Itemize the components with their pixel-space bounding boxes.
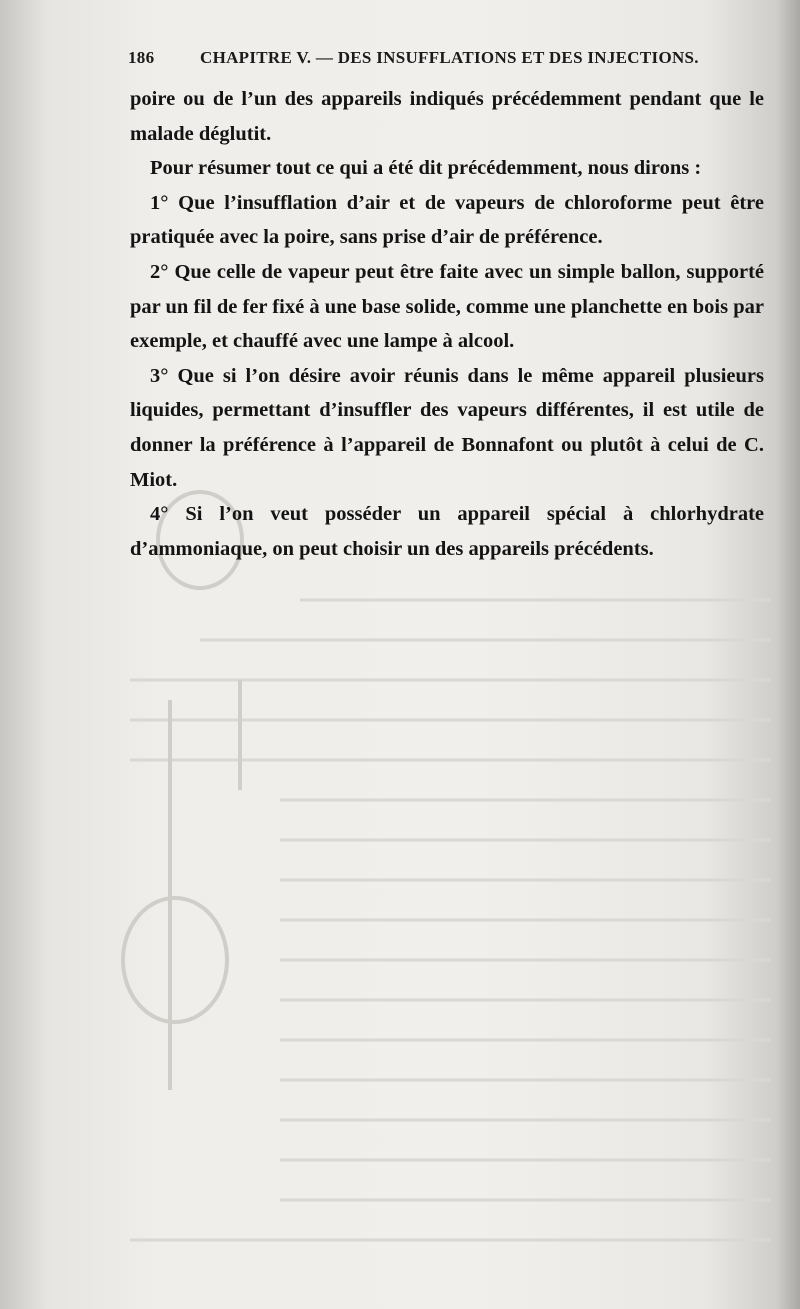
paragraph: Pour résumer tout ce qui a été dit précédemment, nous dirons : [150,157,702,180]
paragraph: poire ou de l’un des appareils indiqués précédemment pendant que le malade déglutit. [130,88,764,145]
paragraph: 2° Que celle de vapeur peut être faite avec un simple ballon, supporté par un fil de fer fixé à une base solide, comme une planchette en bois par exemple, et chauffé avec une lampe à alcool. [130,260,764,353]
page-number: 186 [128,48,155,67]
page-header [128,48,768,74]
running-title: CHAPITRE V. — DES INSUFFLATIONS ET DES INJECTIONS. [200,48,699,67]
paragraph: 3° Que si l’on désire avoir réunis dans le même appareil plusieurs liquides, permettant d’insuffler des vapeurs différentes, il est utile de donner la préférence à l’appareil de Bonnafont ou plutôt à celui de C. Miot. [130,364,764,491]
paragraph: 1° Que l’insufflation d’air et de vapeurs de chloroforme peut être pratiquée avec la poire, sans prise d’air de préférence. [130,191,764,249]
paragraph: 4° Si l’on veut posséder un appareil spécial à chlorhydrate d’ammoniaque, on peut choisir un des appareils précédents. [130,503,764,560]
body-text [130,82,764,566]
